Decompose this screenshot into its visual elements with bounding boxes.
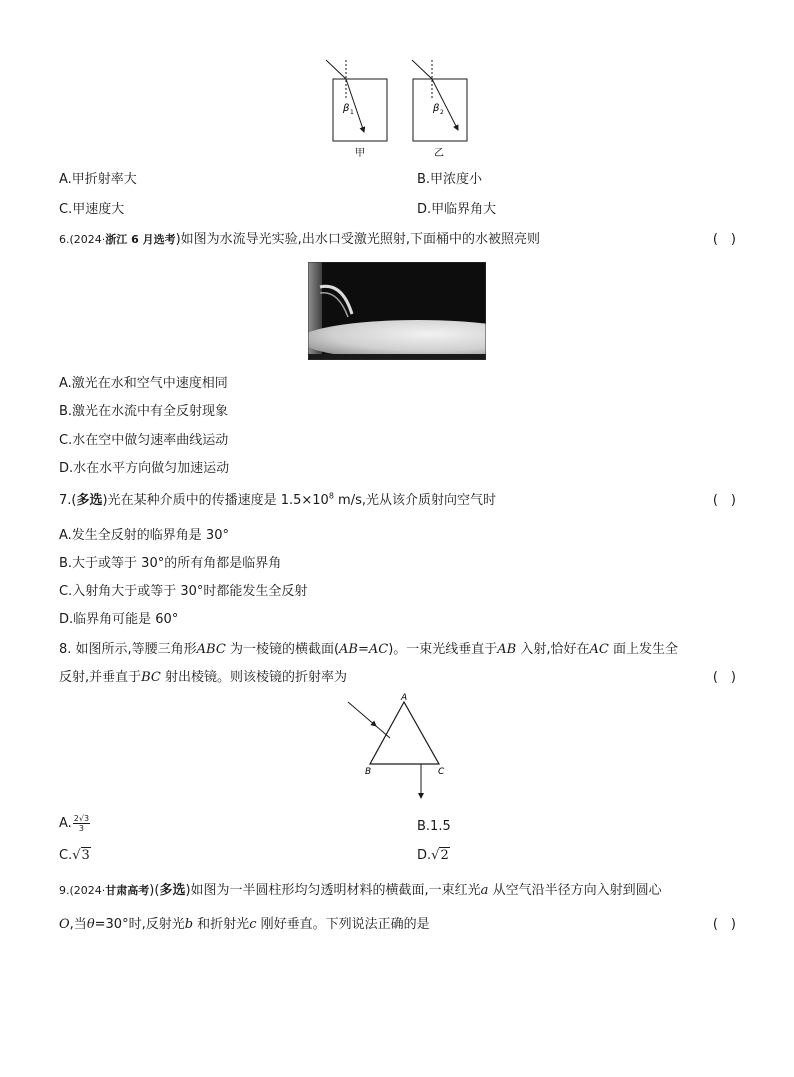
incident-ray-jia (326, 60, 346, 79)
q9-text: 和折射光 (193, 917, 250, 932)
q9-stem-line1 (59, 879, 662, 898)
prism-figure (340, 690, 460, 805)
q9-var-theta: θ (86, 917, 95, 932)
q9-var-o: O (59, 917, 70, 932)
q8-text: 射出棱镜。则该棱镜的折射率为 (160, 670, 348, 685)
q8-abc: ABC (196, 642, 226, 657)
label-jia: 甲 (355, 148, 365, 159)
q9-var-c: c (249, 917, 257, 932)
q7-prefix: 7.( (59, 493, 77, 508)
q8-text: 8. 如图所示,等腰三角形 (59, 642, 197, 657)
vertex-c-label: C (438, 767, 445, 777)
q7-text-b: m/s,光从该介质射向空气时 (333, 493, 497, 508)
q7-tag: 多选 (76, 493, 103, 508)
beta2-label: β (433, 103, 440, 114)
q8-text: 为一棱镜的横截面( (225, 642, 340, 657)
q9-text: 从空气沿半径方向入射到圆心 (488, 883, 662, 898)
q7-option-d: D.临界角可能是 60° (59, 612, 179, 627)
q9-var-b: b (184, 917, 194, 932)
q8-text: 面上发生全 (608, 642, 678, 657)
radicand: 2 (440, 848, 449, 863)
q9-text: 刚好垂直。下列说法正确的是 (256, 917, 430, 932)
q8-answer-paren: ( ) (712, 670, 736, 685)
q7-exponent: 8 (328, 491, 334, 501)
water-jet-photo (308, 262, 486, 360)
q5-option-d: D.甲临界角大 (417, 202, 497, 217)
q9-answer-paren: ( ) (712, 917, 736, 932)
q9-prefix: 9.(2024· (59, 884, 106, 897)
q9-text: )如图为一半圆柱形均匀透明材料的横截面,一束红光 (185, 883, 481, 898)
q8-option-c-letter: C. (59, 848, 73, 863)
refraction-figure (300, 50, 500, 165)
q8-option-a-letter: A. (59, 816, 72, 831)
q7-text-a: )光在某种介质中的传播速度是 1.5×10 (102, 493, 329, 508)
vertex-a-label: A (401, 693, 408, 703)
q6-text: )如图为水流导光实验,出水口受激光照射,下面桶中的水被照亮则 (175, 232, 540, 247)
q8-text: 反射,并垂直于 (59, 670, 142, 685)
q9-tag: 多选 (159, 883, 186, 898)
q5-option-a: A.甲折射率大 (59, 172, 137, 187)
q6-option-d: D.水在水平方向做匀加速运动 (59, 461, 230, 476)
label-yi: 乙 (434, 148, 444, 159)
fraction-numerator: 2√3 (73, 814, 90, 823)
q8-option-d-letter: D. (417, 848, 432, 863)
sqrt-symbol: √3 (72, 848, 90, 863)
radicand: 3 (81, 848, 90, 863)
q5-option-c: C.甲速度大 (59, 202, 125, 217)
q8-eq: AB=AC (339, 642, 389, 657)
q6-option-c: C.水在空中做匀速率曲线运动 (59, 433, 229, 448)
incident-ray-yi (412, 60, 432, 79)
q8-option-a (59, 814, 90, 833)
q7-option-b: B.大于或等于 30°的所有角都是临界角 (59, 556, 282, 571)
q8-option-b: B.1.5 (417, 819, 451, 834)
q8-ab: AB (497, 642, 517, 657)
q8-option-c (59, 848, 91, 863)
q8-text: )。一束光线垂直于 (388, 642, 498, 657)
vertex-b-label: B (365, 767, 372, 777)
q8-option-a-fraction (73, 814, 90, 833)
beta1-sub: 1 (350, 109, 354, 116)
q6-answer-paren: ( ) (712, 232, 736, 247)
q7-stem (59, 489, 496, 508)
q8-ac: AC (589, 642, 609, 657)
fraction-denominator: 3 (78, 824, 84, 833)
q8-text: 入射,恰好在 (516, 642, 590, 657)
sqrt-symbol: √2 (431, 848, 449, 863)
prism-triangle (370, 702, 439, 764)
q8-bc: BC (141, 670, 161, 685)
q6-stem (59, 228, 540, 247)
incident-ray (348, 702, 376, 726)
beta1-label: β (343, 103, 350, 114)
q6-option-a: A.激光在水和空气中速度相同 (59, 376, 228, 391)
q6-prefix: 6.(2024· (59, 233, 106, 246)
q8-stem-line2 (59, 666, 347, 685)
q9-mid: )( (149, 883, 160, 898)
q9-stem-line2 (59, 913, 430, 932)
q7-answer-paren: ( ) (712, 493, 736, 508)
beta2-sub: 2 (440, 109, 444, 116)
q6-option-b: B.激光在水流中有全反射现象 (59, 404, 229, 419)
q5-option-b: B.甲浓度小 (417, 172, 483, 187)
q6-source: 浙江 6 月选考 (105, 233, 176, 246)
q9-text: =30°时,反射光 (94, 917, 185, 932)
q9-text: ,当 (69, 917, 87, 932)
q7-option-a: A.发生全反射的临界角是 30° (59, 528, 229, 543)
q9-var-a: a (480, 883, 489, 898)
q9-source: 甘肃高考 (105, 884, 150, 897)
box-jia (333, 79, 387, 141)
q7-option-c: C.入射角大于或等于 30°时都能发生全反射 (59, 584, 308, 599)
q8-option-d (417, 848, 450, 863)
q8-stem-line1 (59, 638, 678, 657)
